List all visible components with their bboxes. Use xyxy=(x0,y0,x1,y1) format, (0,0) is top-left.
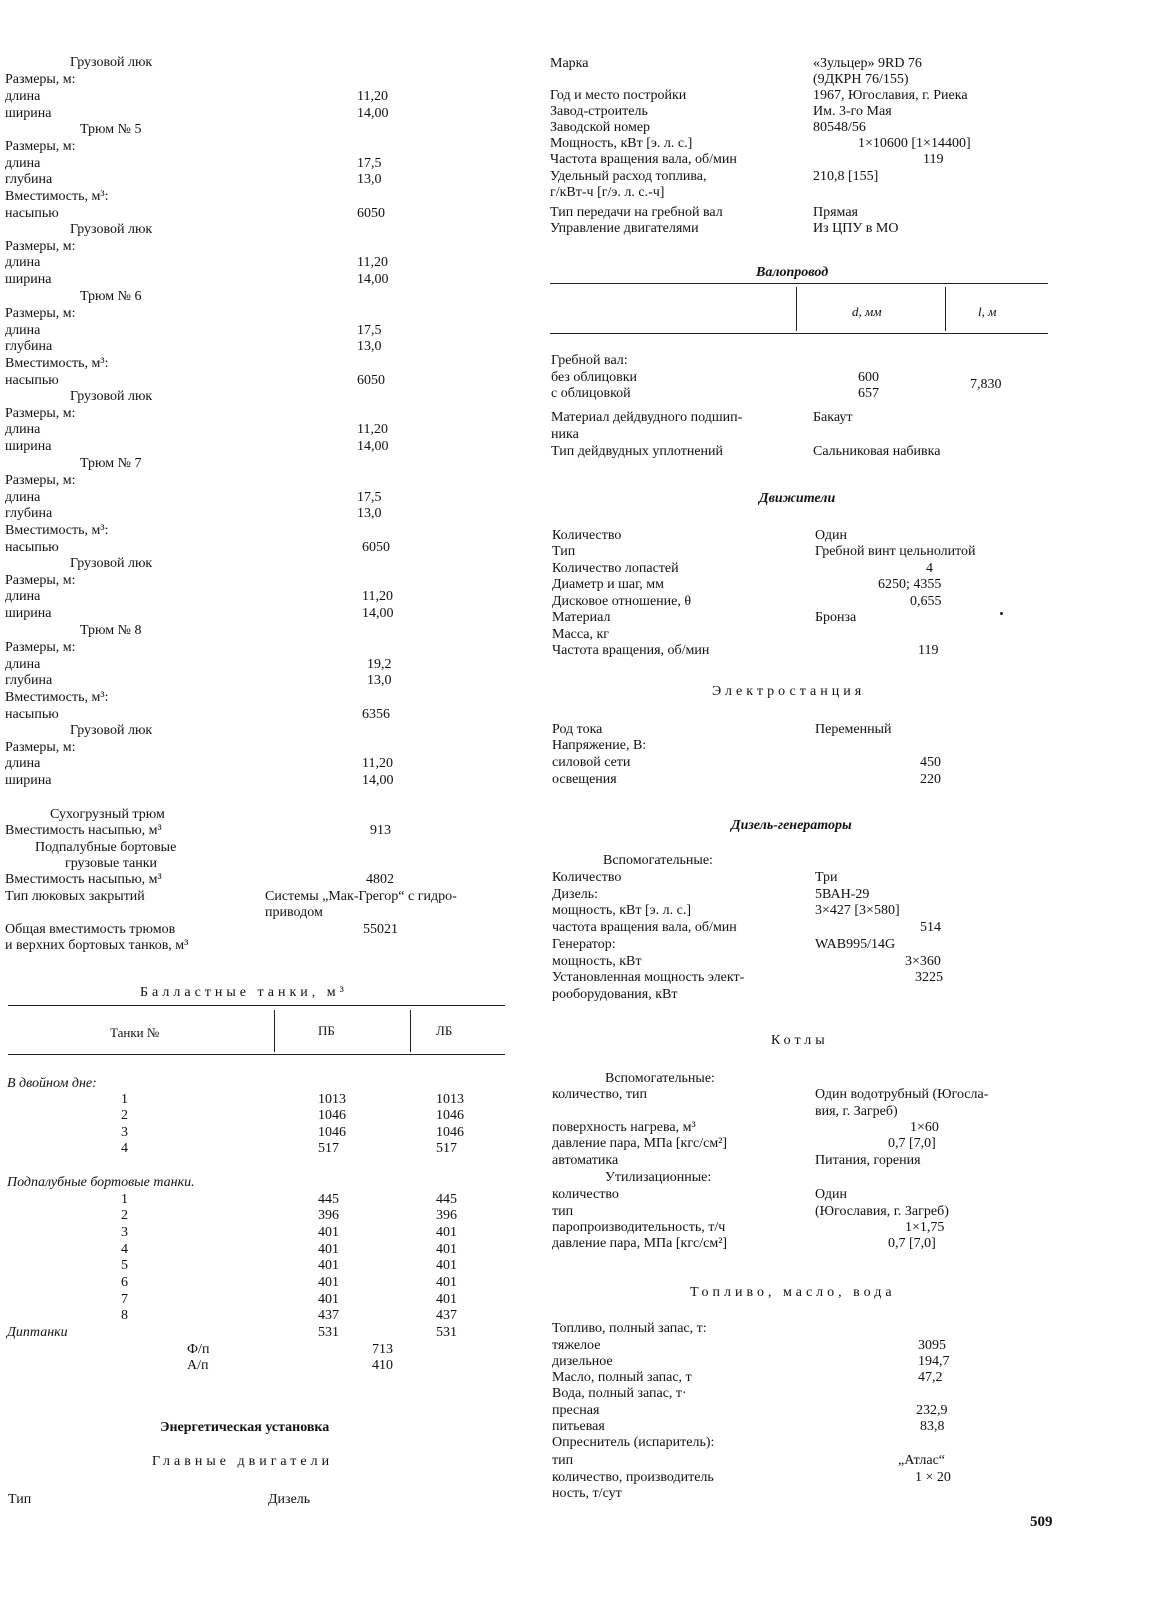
left-label: длина xyxy=(5,89,41,104)
left-label: длина xyxy=(5,657,41,672)
ballast-lb-value: 401 xyxy=(436,1242,457,1257)
right-value: (9ДКРН 76/155) xyxy=(813,72,909,87)
boilers-label: давление пара, МПа [кгс/см²] xyxy=(552,1136,728,1151)
power-station-label: Напряжение, В: xyxy=(552,738,647,753)
ballast-lb-value: 401 xyxy=(436,1225,457,1240)
right-value: 80548/56 xyxy=(813,120,866,135)
right-label: Мощность, кВт [э. л. с.] xyxy=(550,136,693,151)
left-label: Размеры, м: xyxy=(5,306,76,321)
fuel-label: Опреснитель (испаритель): xyxy=(552,1435,715,1450)
left-label: Трюм № 6 xyxy=(80,289,142,304)
ballast-pb-value: 401 xyxy=(318,1225,339,1240)
ballast-col-divider-1 xyxy=(274,1010,275,1052)
left-value: 13,0 xyxy=(357,172,382,187)
ballast-lb-value: 401 xyxy=(436,1275,457,1290)
propellers-value: 0,655 xyxy=(910,594,942,609)
ballast-tank-number: 7 xyxy=(121,1292,128,1307)
diesel-generators-label: Дизель: xyxy=(552,887,599,902)
propellers-label: Масса, кг xyxy=(552,627,610,642)
left-label: Трюм № 5 xyxy=(80,122,142,137)
left-label: Размеры, м: xyxy=(5,473,76,488)
shafting-label: ника xyxy=(551,427,579,442)
boilers-value: Питания, горения xyxy=(815,1153,921,1168)
left-label: насыпью xyxy=(5,373,59,388)
ballast-pb-value: 1046 xyxy=(318,1125,346,1140)
shafting-header-rule xyxy=(550,333,1048,334)
diesel-generators-value: 3×360 xyxy=(905,954,941,969)
left-label: ширина xyxy=(5,773,52,788)
left-value: 6050 xyxy=(357,206,385,221)
diesel-generators-label: рооборудования, кВт xyxy=(552,987,678,1002)
left-label: глубина xyxy=(5,339,53,354)
left-label: длина xyxy=(5,589,41,604)
left-value: 13,0 xyxy=(357,339,382,354)
shafting-label: Тип дейдвудных уплотнений xyxy=(551,444,724,459)
left-label: длина xyxy=(5,156,41,171)
left-label: насыпью xyxy=(5,540,59,555)
propellers-label: Дисковое отношение, θ xyxy=(552,594,692,609)
right-value: «Зульцер» 9RD 76 xyxy=(813,56,922,71)
ballast-sub-label: А/п xyxy=(187,1358,209,1373)
propellers-label: Количество xyxy=(552,528,622,543)
power-station-value: Переменный xyxy=(815,722,892,737)
diesel-generators: Дизель-генераторы xyxy=(731,818,852,833)
ballast-pb-value: 517 xyxy=(318,1141,339,1156)
diesel-generators-label: Вспомогательные: xyxy=(603,853,713,868)
ballast-top-rule xyxy=(8,1005,505,1006)
propellers-value: Бронза xyxy=(815,610,857,625)
left-value: 11,20 xyxy=(357,89,388,104)
fuel-label: пресная xyxy=(552,1403,600,1418)
propellers-label: Тип xyxy=(552,544,576,559)
left-label: Вместимость, м³: xyxy=(5,189,109,204)
ballast-tank-number: 4 xyxy=(121,1242,128,1257)
left-label: Размеры, м: xyxy=(5,72,76,87)
shafting-title: Валопровод xyxy=(756,265,829,280)
fuel-label: Масло, полный запас, т xyxy=(552,1370,692,1385)
left-label: Размеры, м: xyxy=(5,139,76,154)
left-value: 14,00 xyxy=(357,439,389,454)
left-value: 14,00 xyxy=(362,773,394,788)
left-label: Грузовой люк xyxy=(70,723,153,738)
ballast-lb-value: 517 xyxy=(436,1141,457,1156)
power-station-label: силовой сети xyxy=(552,755,631,770)
left-label: длина xyxy=(5,422,41,437)
diesel-generators-label: мощность, кВт [э. л. с.] xyxy=(552,903,691,918)
propellers-label: Частота вращения, об/мин xyxy=(552,643,710,658)
right-label: г/кВт-ч [г/э. л. с.-ч] xyxy=(550,185,665,200)
shafting-value: Бакаут xyxy=(813,410,853,425)
shafting-col-divider-1 xyxy=(796,287,797,331)
ballast-lb-value: 401 xyxy=(436,1258,457,1273)
left-label: Вместимость насыпью, м³ xyxy=(5,823,162,838)
diesel-generators-label: Генератор: xyxy=(552,937,616,952)
left-label: Вместимость насыпью, м³ xyxy=(5,872,162,887)
propellers-value: Гребной винт цельнолитой xyxy=(815,544,976,559)
propellers-label: Материал xyxy=(552,610,611,625)
left-label: длина xyxy=(5,323,41,338)
ballast-tank-number: 8 xyxy=(121,1308,128,1323)
left-value: 14,00 xyxy=(357,106,389,121)
right-value: 1×10600 [1×14400] xyxy=(858,136,971,151)
diesel-generators-label: Количество xyxy=(552,870,622,885)
print-speck xyxy=(1000,612,1003,615)
fuel-label: Топливо, полный запас, т: xyxy=(552,1321,707,1336)
left-value: 13,0 xyxy=(367,673,392,688)
ballast-lb-value: 531 xyxy=(436,1325,457,1340)
left-label: Размеры, м: xyxy=(5,406,76,421)
shafting-label: без облицовки xyxy=(551,370,638,385)
right-value: 119 xyxy=(923,152,944,167)
left-label: Грузовой люк xyxy=(70,55,153,70)
power-station: Электростанция xyxy=(712,684,866,699)
ballast-sub-value: 410 xyxy=(372,1358,393,1373)
diesel-generators-label: частота вращения вала, об/мин xyxy=(552,920,737,935)
right-column xyxy=(540,0,1152,1604)
propellers: Движители xyxy=(759,491,836,506)
fuel-value: 3095 xyxy=(918,1338,946,1353)
diesel-generators-value: Три xyxy=(815,870,838,885)
ballast-lb-value: 437 xyxy=(436,1308,457,1323)
left-label: Размеры, м: xyxy=(5,640,76,655)
left-label: глубина xyxy=(5,172,53,187)
left-label: длина xyxy=(5,490,41,505)
page-number: 509 xyxy=(1030,1514,1053,1530)
left-value: 17,5 xyxy=(357,156,382,171)
boilers-label: тип xyxy=(552,1204,574,1219)
ballast-group-label: Диптанки xyxy=(7,1325,68,1340)
fuel-label: Вода, полный запас, т· xyxy=(552,1386,687,1401)
boilers-value: 0,7 [7,0] xyxy=(888,1136,936,1151)
fuel-value: 1 × 20 xyxy=(915,1470,951,1485)
boilers-value: Один водотрубный (Югосла- xyxy=(815,1087,989,1102)
left-label: ширина xyxy=(5,439,52,454)
left-value: приводом xyxy=(265,905,323,920)
boilers-value: 1×60 xyxy=(910,1120,939,1135)
right-label: Заводской номер xyxy=(550,120,651,135)
fuel-value: 47,2 xyxy=(918,1370,943,1385)
shafting-header-d: d, мм xyxy=(852,304,882,319)
ballast-title: Балластные танки, м³ xyxy=(140,985,348,1000)
boilers-value: вия, г. Загреб) xyxy=(815,1104,898,1119)
left-label: Трюм № 7 xyxy=(80,456,142,471)
boilers-label: поверхность нагрева, м³ xyxy=(552,1120,696,1135)
left-label: Подпалубные бортовые xyxy=(35,840,177,855)
shafting-d-value: 600 xyxy=(858,370,879,385)
ballast-header-tanks: Танки № xyxy=(110,1025,160,1040)
ballast-pb-value: 401 xyxy=(318,1242,339,1257)
fuel-value: 232,9 xyxy=(916,1403,948,1418)
propellers-value: 4 xyxy=(926,561,933,576)
shafting-label: Гребной вал: xyxy=(551,353,628,368)
propellers-value: 6250; 4355 xyxy=(878,577,942,592)
power-station-label: освещения xyxy=(552,772,617,787)
fuel-value: 83,8 xyxy=(920,1419,945,1434)
fuel-label: количество, производитель xyxy=(552,1470,714,1485)
fuel-label: тяжелое xyxy=(552,1338,601,1353)
type-label: Тип xyxy=(8,1492,32,1507)
boilers-value: Один xyxy=(815,1187,848,1202)
left-label: Общая вместимость трюмов xyxy=(5,922,176,937)
diesel-generators-value: 3225 xyxy=(915,970,943,985)
left-label: Размеры, м: xyxy=(5,740,76,755)
power-station-label: Род тока xyxy=(552,722,603,737)
boilers-value: (Югославия, г. Загреб) xyxy=(815,1204,949,1219)
left-label: ширина xyxy=(5,106,52,121)
boilers-label: автоматика xyxy=(552,1153,619,1168)
ballast-col-divider-2 xyxy=(410,1010,411,1052)
ballast-sub-value: 713 xyxy=(372,1342,393,1357)
ballast-sub-label: Ф/п xyxy=(187,1342,210,1357)
ballast-tank-number: 1 xyxy=(121,1092,128,1107)
propellers-label: Количество лопастей xyxy=(552,561,679,576)
left-value: 14,00 xyxy=(357,272,389,287)
ballast-pb-value: 401 xyxy=(318,1275,339,1290)
left-label: Размеры, м: xyxy=(5,239,76,254)
ballast-pb-value: 1013 xyxy=(318,1092,346,1107)
right-value: 210,8 [155] xyxy=(813,169,879,184)
fuel-label: питьевая xyxy=(552,1419,605,1434)
right-label: Год и место постройки xyxy=(550,88,687,103)
diesel-generators-label: мощность, кВт xyxy=(552,954,642,969)
ballast-tank-number: 6 xyxy=(121,1275,128,1290)
fuel-label: дизельное xyxy=(552,1354,613,1369)
left-label: ширина xyxy=(5,272,52,287)
boilers-label: количество, тип xyxy=(552,1087,647,1102)
left-value: 17,5 xyxy=(357,323,382,338)
left-value: 4802 xyxy=(366,872,394,887)
shafting-l-value: 7,830 xyxy=(970,377,1002,392)
ballast-pb-value: 437 xyxy=(318,1308,339,1323)
left-value: 11,20 xyxy=(357,422,388,437)
ballast-tank-number: 2 xyxy=(121,1108,128,1123)
diesel-generators-value: 5ВАН-29 xyxy=(815,887,870,902)
left-value: 913 xyxy=(370,823,391,838)
ballast-pb-value: 401 xyxy=(318,1292,339,1307)
left-value: 17,5 xyxy=(357,490,382,505)
propellers-value: Один xyxy=(815,528,848,543)
propellers-label: Диаметр и шаг, мм xyxy=(552,577,664,592)
boilers-label: паропроизводительность, т/ч xyxy=(552,1220,726,1235)
left-label: глубина xyxy=(5,673,53,688)
left-value: 6050 xyxy=(357,373,385,388)
fuel-value: 194,7 xyxy=(918,1354,950,1369)
left-label: насыпью xyxy=(5,206,59,221)
left-label: Трюм № 8 xyxy=(80,623,142,638)
ballast-pb-value: 445 xyxy=(318,1192,339,1207)
boilers-label: количество xyxy=(552,1187,619,1202)
ballast-tank-number: 3 xyxy=(121,1125,128,1140)
left-label: Размеры, м: xyxy=(5,573,76,588)
right-value: Прямая xyxy=(813,205,858,220)
left-column xyxy=(0,0,520,1604)
left-label: ширина xyxy=(5,606,52,621)
left-label: Вместимость, м³: xyxy=(5,356,109,371)
shafting-label: Материал дейдвудного подшип- xyxy=(551,410,743,425)
ballast-pb-value: 531 xyxy=(318,1325,339,1340)
shafting-d-value: 657 xyxy=(858,386,879,401)
left-label: насыпью xyxy=(5,707,59,722)
boilers: Котлы xyxy=(771,1033,829,1048)
left-label: и верхних бортовых танков, м³ xyxy=(5,938,189,953)
power-station-value: 220 xyxy=(920,772,941,787)
right-value: Из ЦПУ в МО xyxy=(813,221,899,236)
boilers-value: 1×1,75 xyxy=(905,1220,945,1235)
ballast-lb-value: 396 xyxy=(436,1208,457,1223)
right-value: Им. 3-го Мая xyxy=(813,104,892,119)
propellers-value: 119 xyxy=(918,643,939,658)
left-value: 6050 xyxy=(362,540,390,555)
boilers-label: Вспомогательные: xyxy=(605,1071,715,1086)
ballast-pb-value: 1046 xyxy=(318,1108,346,1123)
left-value: 11,20 xyxy=(357,255,388,270)
shafting-label: с облицовкой xyxy=(551,386,631,401)
left-label: Вместимость, м³: xyxy=(5,690,109,705)
left-label: Вместимость, м³: xyxy=(5,523,109,538)
main-engines-title: Главные двигатели xyxy=(152,1454,334,1469)
fuel: Топливо, масло, вода xyxy=(690,1285,896,1300)
ballast-lb-value: 445 xyxy=(436,1192,457,1207)
ballast-tank-number: 3 xyxy=(121,1225,128,1240)
diesel-generators-value: WAB995/14G xyxy=(815,937,896,952)
left-value: 11,20 xyxy=(362,589,393,604)
ballast-pb-value: 396 xyxy=(318,1208,339,1223)
power-station-value: 450 xyxy=(920,755,941,770)
shafting-value: Сальниковая набивка xyxy=(813,444,941,459)
left-value: 19,2 xyxy=(367,657,392,672)
boilers-value: 0,7 [7,0] xyxy=(888,1236,936,1251)
ballast-pb-value: 401 xyxy=(318,1258,339,1273)
fuel-value: „Атлас“ xyxy=(898,1453,946,1468)
right-value: 1967, Югославия, г. Риека xyxy=(813,88,968,103)
left-label: Грузовой люк xyxy=(70,389,153,404)
ballast-tank-number: 4 xyxy=(121,1141,128,1156)
ballast-group-label: В двойном дне: xyxy=(7,1076,97,1091)
left-value: Системы „Мак-Грегор“ с гидро- xyxy=(265,889,457,904)
fuel-label: ность, т/сут xyxy=(552,1486,622,1501)
energy-section-title: Энергетическая установка xyxy=(160,1420,330,1435)
ballast-header-lb: ЛБ xyxy=(436,1023,453,1038)
right-label: Завод-строитель xyxy=(550,104,648,119)
ballast-lb-value: 401 xyxy=(436,1292,457,1307)
left-label: грузовые танки xyxy=(65,856,158,871)
ballast-lb-value: 1013 xyxy=(436,1092,464,1107)
diesel-generators-label: Установленная мощность элект- xyxy=(552,970,745,985)
boilers-label: давление пара, МПа [кгс/см²] xyxy=(552,1236,728,1251)
ballast-lb-value: 1046 xyxy=(436,1108,464,1123)
left-value: 13,0 xyxy=(357,506,382,521)
left-label: длина xyxy=(5,255,41,270)
diesel-generators-value: 3×427 [3×580] xyxy=(815,903,900,918)
right-label: Частота вращения вала, об/мин xyxy=(550,152,737,167)
left-value: 11,20 xyxy=(362,756,393,771)
ballast-header-pb: ПБ xyxy=(318,1023,335,1038)
left-label: Грузовой люк xyxy=(70,222,153,237)
ballast-header-rule xyxy=(8,1054,505,1055)
diesel-generators-value: 514 xyxy=(920,920,941,935)
ballast-lb-value: 1046 xyxy=(436,1125,464,1140)
left-label: длина xyxy=(5,756,41,771)
boilers-label: Утилизационные: xyxy=(605,1170,712,1185)
left-label: Сухогрузный трюм xyxy=(50,807,165,822)
left-label: глубина xyxy=(5,506,53,521)
right-label: Удельный расход топлива, xyxy=(550,169,707,184)
right-label: Тип передачи на гребной вал xyxy=(550,205,723,220)
left-value: 6356 xyxy=(362,707,390,722)
ballast-tank-number: 1 xyxy=(121,1192,128,1207)
ballast-tank-number: 2 xyxy=(121,1208,128,1223)
shafting-top-rule xyxy=(550,283,1048,284)
left-label: Грузовой люк xyxy=(70,556,153,571)
right-label: Управление двигателями xyxy=(550,221,699,236)
left-value: 14,00 xyxy=(362,606,394,621)
ballast-tank-number: 5 xyxy=(121,1258,128,1273)
ballast-group-label: Подпалубные бортовые танки. xyxy=(7,1175,195,1190)
right-label: Марка xyxy=(550,56,589,71)
fuel-label: тип xyxy=(552,1453,574,1468)
shafting-header-l: l, м xyxy=(978,304,997,319)
left-label: Тип люковых закрытий xyxy=(5,889,145,904)
left-value: 55021 xyxy=(363,922,398,937)
shafting-col-divider-2 xyxy=(945,287,946,331)
type-value: Дизель xyxy=(268,1492,311,1507)
